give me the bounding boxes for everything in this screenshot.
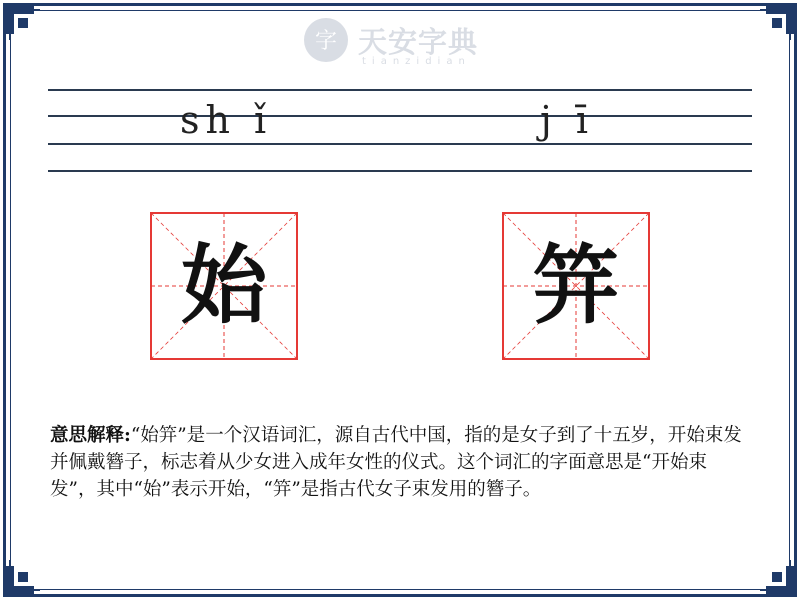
character-grid <box>150 212 298 360</box>
logo-pinyin: tianzidian <box>362 56 471 67</box>
character-grid <box>502 212 650 360</box>
inner-border <box>10 10 790 590</box>
hanzi-character: 笄 <box>533 236 619 336</box>
explanation-label: 意思解释: <box>50 425 131 446</box>
pinyin-line <box>48 143 752 145</box>
pinyin-syllable: j ī <box>540 98 595 142</box>
corner-ornament-icon <box>756 556 796 596</box>
pinyin-line <box>48 170 752 172</box>
corner-ornament-icon <box>4 4 44 44</box>
corner-ornament-icon <box>4 556 44 596</box>
site-logo <box>302 14 502 70</box>
explanation-text: “始笄”是一个汉语词汇，源自古代中国，指的是女子到了十五岁，开始束发并佩戴簪子，标志着从少女进入成年女性的仪式。这个词汇的字面意思是“开始束发”，其中“始”表示开始，“笄”是指古代女子束发用的簪子。 <box>50 425 742 500</box>
logo-name: 天安字典 <box>358 25 479 59</box>
logo-seal-icon <box>302 16 350 64</box>
corner-ornament-icon <box>756 4 796 44</box>
pinyin-line <box>48 89 752 91</box>
hanzi-character: 始 <box>181 236 267 336</box>
pinyin-line <box>48 115 752 117</box>
pinyin-syllable: sh ǐ <box>180 98 273 142</box>
svg-text:字: 字 <box>314 29 338 54</box>
explanation-paragraph <box>50 422 750 503</box>
